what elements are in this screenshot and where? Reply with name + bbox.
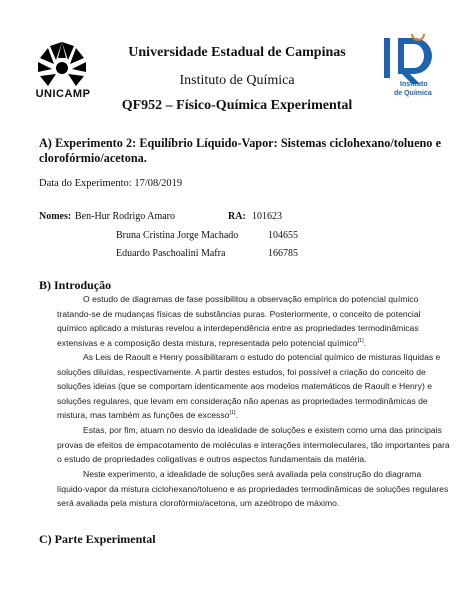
svg-text:de Química: de Química bbox=[394, 90, 432, 97]
paragraph-line-text: extensivas e a composição desta mistura, representada pelo potencial químico bbox=[57, 337, 358, 348]
section-b-heading: B) Introdução bbox=[39, 278, 112, 292]
paragraph-line: soluções regulares, que levam em consideração não apenas as propriedades termodinâmicas de bbox=[57, 395, 428, 406]
author-name: Ben-Hur Rodrigo Amaro bbox=[75, 211, 175, 222]
paragraph-line-text: mistura, mas também as funções de excesso bbox=[57, 410, 230, 421]
paragraph-line: soluções diluídas, respectivamente. A partir destes estudos, foi possível a criação do conceito de bbox=[57, 366, 426, 377]
section-a-line1: A) Experimento 2: Equilíbrio Líquido-Vapor: Sistemas ciclohexano/tolueno e bbox=[39, 136, 441, 150]
paragraph-line: químico aplicado a misturas revelou a interdependência entre as propriedades termodinâmicas bbox=[57, 323, 419, 334]
paragraph-line: extensivas e a composição desta mistura, representada pelo potencial químico[1]. bbox=[57, 337, 366, 348]
section-a-heading bbox=[39, 136, 441, 166]
paragraph-line: Neste experimento, a idealidade de soluções será avaliada pela construção do diagrama bbox=[83, 469, 422, 479]
citation-ref: [1] bbox=[357, 337, 364, 344]
paragraph-line: O estudo de diagramas de fase possibilitou a observação empírica do potencial químico bbox=[83, 294, 419, 304]
university-title: Universidade Estadual de Campinas bbox=[128, 45, 346, 60]
section-c-heading: C) Parte Experimental bbox=[39, 532, 156, 546]
paragraph-line: o estudo de propriedades coligativas e outros aspectos fundamentais da matéria. bbox=[57, 454, 367, 465]
course-title: QF952 – Físico-Química Experimental bbox=[121, 98, 353, 113]
section-a-line2: clorofórmio/acetona. bbox=[39, 151, 147, 165]
institute-title: Instituto de Química bbox=[179, 73, 295, 88]
intro-paragraph-2 bbox=[57, 350, 443, 423]
paragraph-line: tratando-se de mudanças físicas de substâncias puras. Posteriormente, o conceito de potencial bbox=[57, 308, 421, 319]
paragraph-line: mistura, mas também as funções de excesso[1]. bbox=[57, 410, 238, 421]
intro-paragraph-1 bbox=[57, 292, 443, 350]
paragraph-line: As Leis de Raoult e Henry possibilitaram o estudo do potencial químico de misturas líquidas e bbox=[83, 352, 441, 362]
experiment-date: Data do Experimento: 17/08/2019 bbox=[39, 178, 183, 189]
author-ra: 101623 bbox=[252, 211, 282, 222]
paragraph-line: provas de efeitos de empacotamento de moléculas e interações intermoleculares, tão importantes para bbox=[57, 439, 450, 450]
names-label: Nomes: bbox=[39, 211, 72, 222]
author-ra: 104655 bbox=[268, 230, 298, 241]
paragraph-line: líquido-vapor da mistura ciclohexano/tolueno e as propriedades termodinâmicas de soluções regulares bbox=[57, 483, 449, 494]
paragraph-line: será avaliada pela mistura clorofórmio/acetona, um azeótropo de máximo. bbox=[57, 498, 340, 509]
author-ra: 166785 bbox=[268, 248, 298, 259]
unicamp-wordmark: UNICAMP bbox=[35, 88, 91, 100]
intro-paragraph-4 bbox=[57, 467, 449, 511]
citation-ref: [1] bbox=[229, 410, 236, 417]
author-name: Eduardo Paschoalini Mafra bbox=[116, 248, 226, 259]
intro-paragraph-3 bbox=[57, 423, 450, 467]
author-name: Bruna Cristina Jorge Machado bbox=[116, 230, 239, 241]
ra-label: RA: bbox=[228, 211, 246, 222]
paragraph-line: soluções ideias (que se comportam identicamente aos modelos matemáticos de Raoult e Henry) e bbox=[57, 381, 432, 392]
svg-text:Instituto: Instituto bbox=[400, 81, 428, 88]
paragraph-line: Estas, por fim, atuam no desvio da idealidade de soluções e existem como uma das principais bbox=[83, 425, 442, 435]
